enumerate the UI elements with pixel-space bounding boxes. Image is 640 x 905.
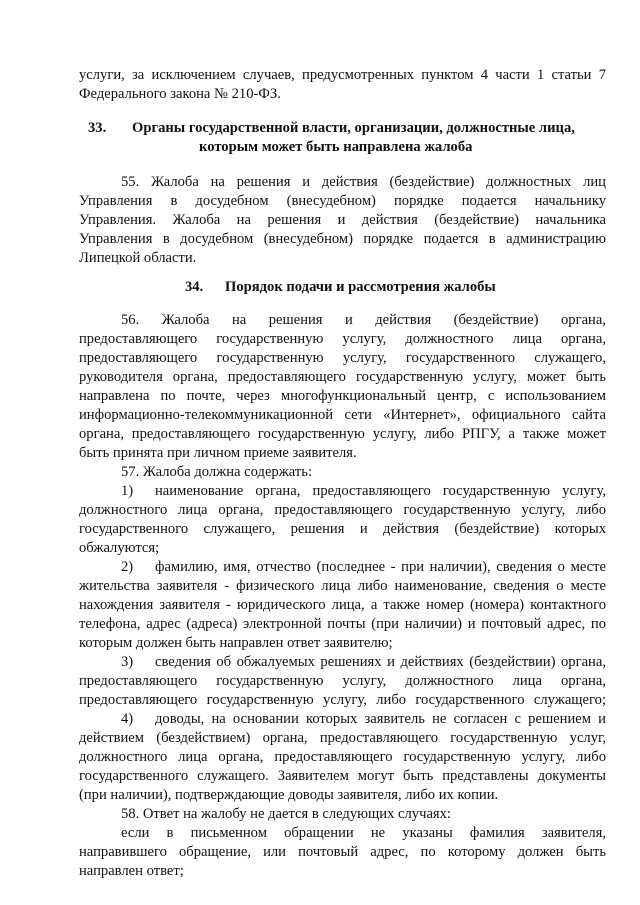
intro-line-2: Федерального закона № 210-ФЗ.	[79, 86, 281, 102]
p56-line-5: направлена по почте, через многофункциональный центр, с использованием	[79, 388, 606, 404]
item-2-line-1: фамилию, имя, отчество (последнее - при наличии), сведения о месте	[155, 559, 606, 575]
p55-line-3: Управления. Жалоба на решения и действия (бездействие) начальника	[79, 212, 606, 228]
item-4-number: 4)	[121, 711, 134, 727]
section-33-number: 33.	[88, 120, 107, 136]
p55-line-4: Управления в досудебном (внесудебном) порядке подается в администрацию	[79, 231, 606, 247]
section-33-title-line-1: Органы государственной власти, организации, должностные лица,	[132, 120, 575, 136]
item-1-line-3: государственного служащего, решения и действия (бездействие) которых	[79, 521, 606, 537]
p58-line-1: если в письменном обращении не указаны фамилия заявителя,	[121, 825, 606, 841]
p56-line-3: предоставляющего государственную услугу, государственного служащего,	[79, 350, 606, 366]
item-3-line-1: сведения об обжалуемых решениях и действиях (бездействии) органа,	[155, 654, 606, 670]
section-34-number: 34.	[185, 279, 204, 295]
item-4-line-2: действием (бездействием) органа, предоставляющего государственную услуг,	[79, 730, 606, 746]
item-1-line-1: наименование органа, предоставляющего государственную услугу,	[155, 483, 606, 499]
p56-line-8: быть принята при личном приеме заявителя.	[79, 445, 357, 461]
p56-line-2: предоставляющего государственную услугу, должностного лица органа,	[79, 331, 606, 347]
section-34-title: Порядок подачи и рассмотрения жалобы	[225, 279, 496, 295]
item-2-line-5: которым должен быть направлен ответ заявителю;	[79, 635, 393, 651]
p56-line-1: 56. Жалоба на решения и действия (бездействие) органа,	[121, 312, 606, 328]
p56-line-6: информационно-телекоммуникационной сети «Интернет», официального сайта	[79, 407, 606, 423]
item-2-line-2: жительства заявителя - физического лица либо наименование, сведения о месте	[79, 578, 606, 594]
item-2-line-3: нахождения заявителя - юридического лица, а также номер (номера) контактного	[79, 597, 606, 613]
p58-intro: 58. Ответ на жалобу не дается в следующих случаях:	[121, 806, 451, 822]
p55-line-1: 55. Жалоба на решения и действия (бездействие) должностных лиц	[121, 174, 606, 190]
item-2-number: 2)	[121, 559, 134, 575]
p55-line-5: Липецкой области.	[79, 250, 197, 266]
item-4-line-1: доводы, на основании которых заявитель не согласен с решением и	[155, 711, 606, 727]
item-1-number: 1)	[121, 483, 134, 499]
p58-line-3: направлен ответ;	[79, 863, 184, 879]
p57-intro: 57. Жалоба должна содержать:	[121, 464, 312, 480]
p56-line-4: руководителя органа, предоставляющего государственную услугу, может быть	[79, 369, 606, 385]
section-33-title-line-2: которым может быть направлена жалоба	[199, 139, 473, 155]
item-1-line-4: обжалуются;	[79, 540, 160, 556]
p55-line-2: Управления в досудебном (внесудебном) порядке подается начальнику	[79, 193, 606, 209]
intro-line-1: услуги, за исключением случаев, предусмотренных пунктом 4 части 1 статьи 7	[79, 67, 606, 83]
item-4-line-5: (при наличии), подтверждающие доводы заявителя, либо их копии.	[79, 787, 499, 803]
item-3-number: 3)	[121, 654, 134, 670]
item-3-line-2: предоставляющего государственную услугу, должностного лица органа,	[79, 673, 606, 689]
item-2-line-4: телефона, адрес (адреса) электронной почты (при наличии) и почтовый адрес, по	[79, 616, 606, 632]
item-4-line-3: должностного лица органа, предоставляющего государственную услугу, либо	[79, 749, 606, 765]
item-1-line-2: должностного лица органа, предоставляющего государственную услугу, либо	[79, 502, 606, 518]
p58-line-2: направившего обращение, или почтовый адрес, по которому должен быть	[79, 844, 606, 860]
item-4-line-4: государственного служащего. Заявителем могут быть представлены документы	[79, 768, 606, 784]
item-3-line-3: предоставляющего государственную услугу, либо государственного служащего;	[79, 692, 606, 708]
p56-line-7: органа, предоставляющего государственную услугу, либо РПГУ, а также может	[79, 426, 606, 442]
